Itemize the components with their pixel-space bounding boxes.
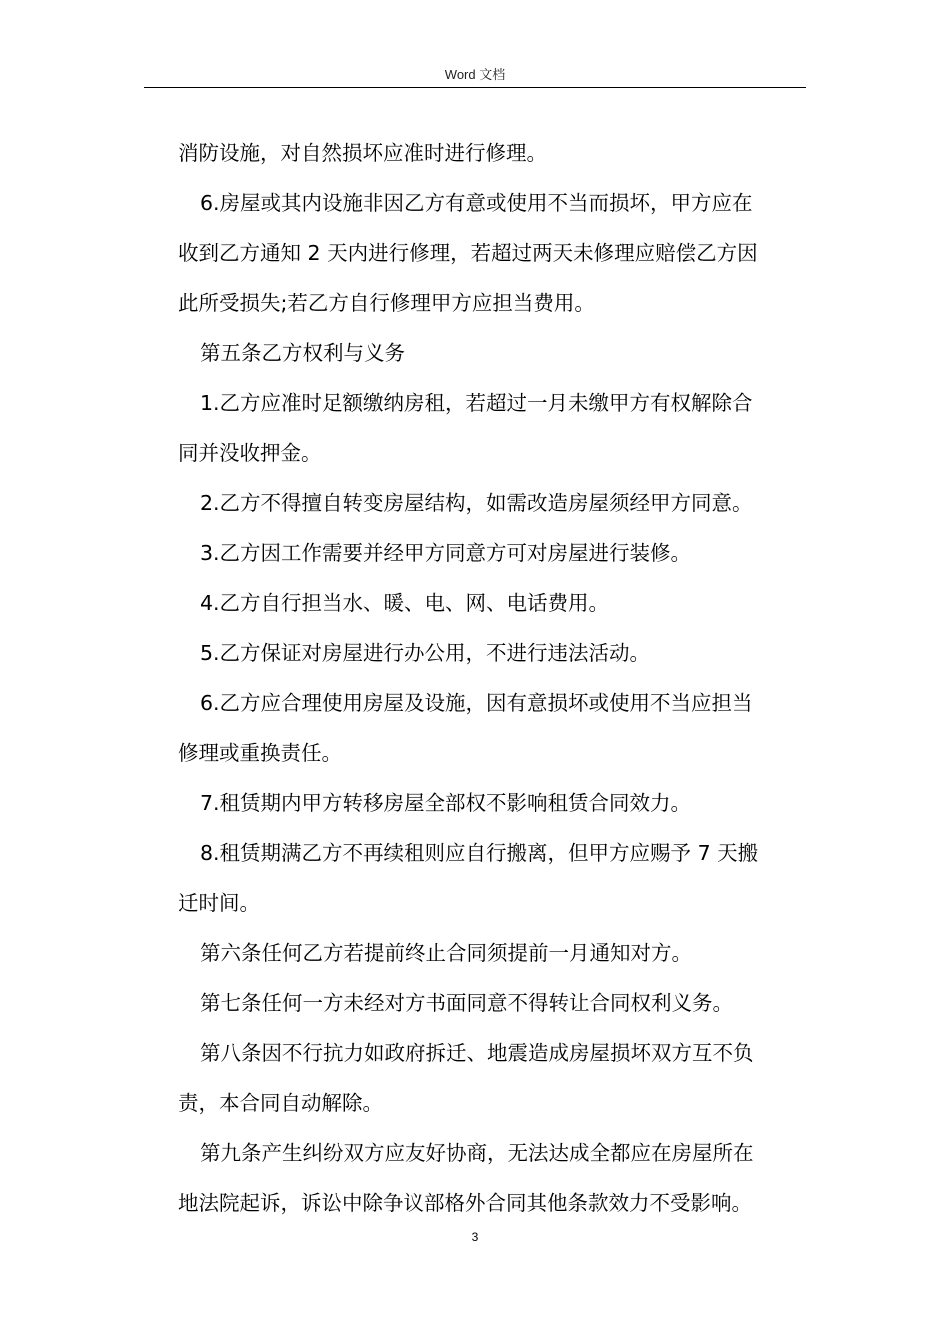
- body-line: 收到乙方通知 2 天内进行修理，若超过两天未修理应赔偿乙方因: [178, 241, 758, 265]
- body-line: 6.房屋或其内设施非因乙方有意或使用不当而损坏，甲方应在: [200, 191, 753, 215]
- body-line: 2.乙方不得擅自转变房屋结构，如需改造房屋须经甲方同意。: [200, 491, 753, 515]
- body-line: 同并没收押金。: [178, 441, 322, 465]
- body-line: 修理或重换责任。: [178, 741, 342, 765]
- body-line: 3.乙方因工作需要并经甲方同意方可对房屋进行装修。: [200, 541, 692, 565]
- body-line: 4.乙方自行担当水、暖、电、网、电话费用。: [200, 591, 610, 615]
- body-line: 6.乙方应合理使用房屋及设施，因有意损坏或使用不当应担当: [200, 691, 753, 715]
- body-line: 此所受损失;若乙方自行修理甲方应担当费用。: [178, 291, 595, 315]
- body-line: 1.乙方应准时足额缴纳房租，若超过一月未缴甲方有权解除合: [200, 391, 753, 415]
- body-line: 地法院起诉，诉讼中除争议部格外合同其他条款效力不受影响。: [178, 1191, 752, 1215]
- section-heading: 第九条产生纠纷双方应友好协商，无法达成全都应在房屋所在: [200, 1141, 754, 1165]
- header-divider: [144, 87, 806, 88]
- body-line: 迁时间。: [178, 891, 260, 915]
- body-line: 7.租赁期内甲方转移房屋全部权不影响租赁合同效力。: [200, 791, 692, 815]
- section-heading: 第七条任何一方未经对方书面同意不得转让合同权利义务。: [200, 991, 733, 1015]
- section-heading: 第五条乙方权利与义务: [200, 341, 405, 365]
- body-line: 8.租赁期满乙方不再续租则应自行搬离，但甲方应赐予 7 天搬: [200, 841, 759, 865]
- section-heading: 第六条任何乙方若提前终止合同须提前一月通知对方。: [200, 941, 692, 965]
- section-heading: 第八条因不行抗力如政府拆迁、地震造成房屋损坏双方互不负: [200, 1041, 754, 1065]
- body-line: 责，本合同自动解除。: [178, 1091, 383, 1115]
- page-number: 3: [471, 1230, 479, 1244]
- document-body: [178, 128, 803, 1228]
- body-line: 消防设施，对自然损坏应准时进行修理。: [178, 141, 547, 165]
- page-header: Word 文档: [444, 67, 506, 82]
- body-line: 5.乙方保证对房屋进行办公用，不进行违法活动。: [200, 641, 651, 665]
